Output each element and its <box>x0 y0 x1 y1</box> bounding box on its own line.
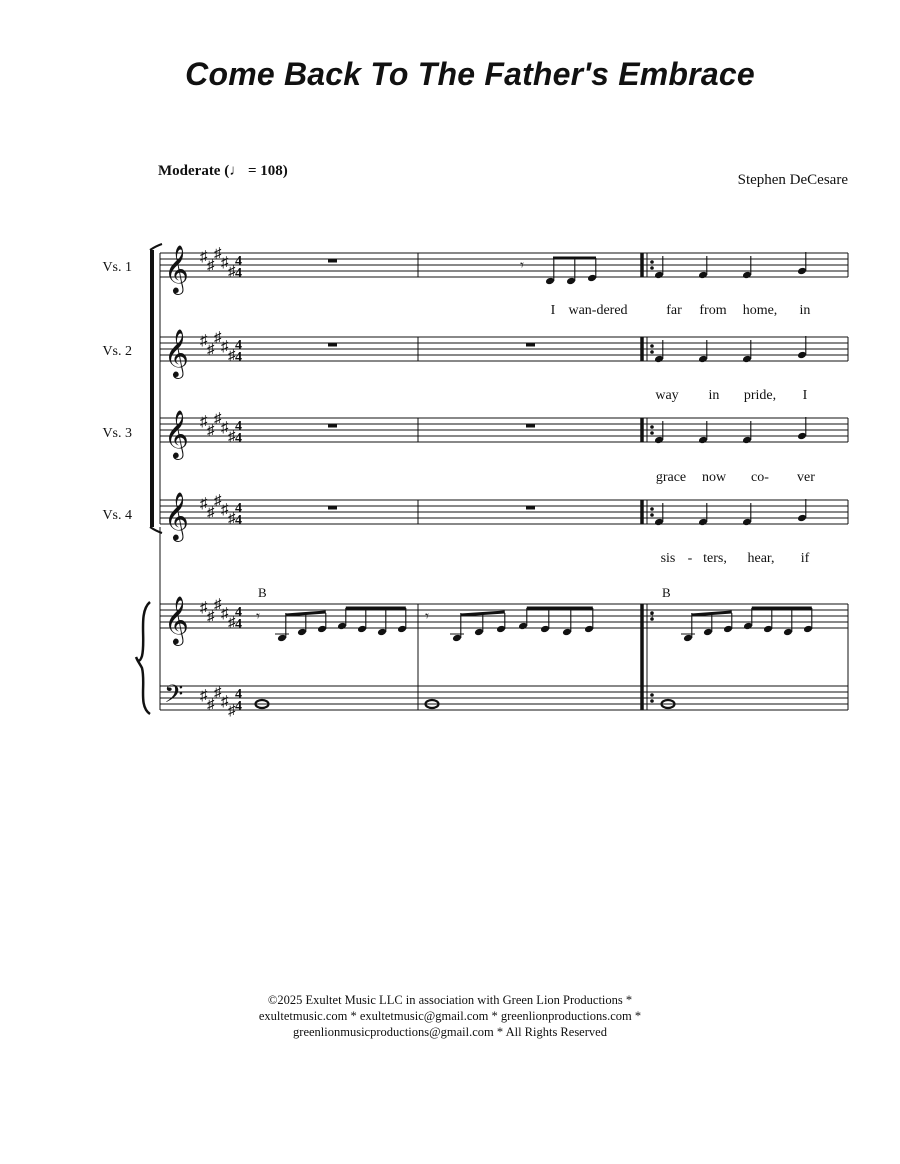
voice-label: Vs. 4 <box>102 508 132 523</box>
time-signature-top: 4 <box>235 338 242 353</box>
lyric-syllable: ters, <box>703 551 727 566</box>
lyric-syllable: now <box>701 470 727 485</box>
time-signature-top: 4 <box>235 419 242 434</box>
tempo-paren-open: ( <box>224 163 230 179</box>
repeat-dot <box>650 350 654 354</box>
time-signature-top: 4 <box>235 254 242 269</box>
repeat-dot <box>650 425 654 429</box>
time-signature-top: 4 <box>235 501 242 516</box>
footer-line: greenlionmusicproductions@gmail.com * All Rights Reserved <box>293 1025 607 1039</box>
voice-label: Vs. 1 <box>102 260 132 275</box>
tempo-label: Moderate <box>158 163 221 179</box>
repeat-dot <box>650 693 654 697</box>
whole-rest <box>328 343 337 347</box>
repeat-dot <box>650 431 654 435</box>
lyric-syllable: ver <box>797 470 815 485</box>
lyric-syllable: grace <box>655 470 687 485</box>
repeat-dot <box>650 507 654 511</box>
treble-clef-icon: 𝄞 <box>164 247 189 293</box>
eighth-rest-icon: 𝄾 <box>256 609 260 625</box>
composer-credit: Stephen DeCesare <box>737 172 848 188</box>
voice-label: Vs. 3 <box>102 426 132 441</box>
treble-clef-icon: 𝄞 <box>164 331 189 377</box>
treble-clef-icon: 𝄞 <box>164 494 189 540</box>
lyric-syllable: wan-dered <box>568 303 628 318</box>
repeat-dot <box>650 266 654 270</box>
repeat-dot <box>650 344 654 348</box>
sharp-icon: ♯ <box>221 255 229 271</box>
sharp-icon: ♯ <box>207 342 215 358</box>
sharp-icon: ♯ <box>207 505 215 521</box>
eighth-rest-icon: 𝄾 <box>650 609 654 625</box>
sharp-icon: ♯ <box>221 694 229 710</box>
whole-rest <box>526 506 535 510</box>
sharp-icon: ♯ <box>207 697 215 713</box>
piano-brace <box>136 602 150 714</box>
lyric-syllable: I <box>802 388 808 403</box>
treble-clef-icon: 𝄞 <box>164 412 189 458</box>
whole-rest <box>328 424 337 428</box>
tempo-paren-close: ) <box>282 163 288 179</box>
sharp-icon: ♯ <box>214 685 222 701</box>
lyric-syllable: hear, <box>747 551 775 566</box>
time-signature-top: 4 <box>235 605 242 620</box>
sharp-icon: ♯ <box>207 258 215 274</box>
lyric-syllable: from <box>699 303 727 318</box>
lyric-syllable: in <box>708 388 720 403</box>
bass-clef-icon: 𝄢 <box>164 681 184 714</box>
time-signature-bottom: 4 <box>235 266 242 281</box>
sharp-icon: ♯ <box>214 493 222 509</box>
sharp-icon: ♯ <box>200 600 208 616</box>
sharp-icon: ♯ <box>221 502 229 518</box>
time-signature-bottom: 4 <box>235 617 242 632</box>
repeat-dot <box>650 260 654 264</box>
lyric-syllable: - <box>687 551 693 566</box>
time-signature-top: 4 <box>235 687 242 702</box>
sharp-icon: ♯ <box>200 496 208 512</box>
sharp-icon: ♯ <box>228 703 236 719</box>
footer-line: ©2025 Exultet Music LLC in association with Green Lion Productions * <box>267 993 633 1007</box>
sharp-icon: ♯ <box>207 609 215 625</box>
sharp-icon: ♯ <box>200 249 208 265</box>
sharp-icon: ♯ <box>228 429 236 445</box>
sharp-icon: ♯ <box>221 606 229 622</box>
time-signature-bottom: 4 <box>235 699 242 714</box>
lyric-syllable: far <box>666 303 682 318</box>
sharp-icon: ♯ <box>207 423 215 439</box>
eighth-rest-icon: 𝄾 <box>425 609 429 625</box>
sharp-icon: ♯ <box>228 348 236 364</box>
lyric-syllable: way <box>655 388 679 403</box>
quarter-note-icon: ♩ <box>229 163 245 179</box>
voice-label: Vs. 2 <box>102 344 132 359</box>
sharp-icon: ♯ <box>221 339 229 355</box>
lyric-syllable: I <box>550 303 556 318</box>
lyric-syllable: sis <box>660 551 676 566</box>
copyright-footer <box>0 992 900 1040</box>
lyric-syllable: in <box>799 303 811 318</box>
repeat-dot <box>650 513 654 517</box>
lyric-syllable: if <box>800 551 810 566</box>
staff-layer <box>102 244 848 719</box>
sharp-icon: ♯ <box>228 615 236 631</box>
repeat-dot <box>650 699 654 703</box>
lyric-syllable: home, <box>742 303 778 318</box>
sharp-icon: ♯ <box>228 511 236 527</box>
whole-rest <box>526 343 535 347</box>
eighth-rest-icon: 𝄾 <box>520 258 524 274</box>
beam <box>461 612 505 615</box>
bracket-hook-top <box>150 244 162 250</box>
sharp-icon: ♯ <box>214 411 222 427</box>
chord-symbol: B <box>258 585 267 600</box>
treble-clef-icon: 𝄞 <box>164 598 189 644</box>
song-title: Come Back To The Father's Embrace <box>185 56 755 92</box>
time-signature-bottom: 4 <box>235 350 242 365</box>
time-signature-bottom: 4 <box>235 513 242 528</box>
whole-rest <box>328 259 337 263</box>
lyric-syllable: pride, <box>743 388 777 403</box>
sharp-icon: ♯ <box>214 597 222 613</box>
whole-rest <box>526 424 535 428</box>
sharp-icon: ♯ <box>200 333 208 349</box>
footer-line: exultetmusic.com * exultetmusic@gmail.com * greenlionproductions.com * <box>258 1009 642 1023</box>
sharp-icon: ♯ <box>200 688 208 704</box>
lyric-syllable: co- <box>751 470 769 485</box>
sharp-icon: ♯ <box>228 264 236 280</box>
beam <box>692 612 732 615</box>
tempo-bpm: 108 <box>260 163 283 179</box>
tempo-equals: = <box>244 163 261 179</box>
sharp-icon: ♯ <box>200 414 208 430</box>
sharp-icon: ♯ <box>214 246 222 262</box>
chord-symbol: B <box>662 585 671 600</box>
time-signature-bottom: 4 <box>235 431 242 446</box>
whole-rest <box>328 506 337 510</box>
sharp-icon: ♯ <box>221 420 229 436</box>
beam <box>286 612 326 615</box>
sharp-icon: ♯ <box>214 330 222 346</box>
